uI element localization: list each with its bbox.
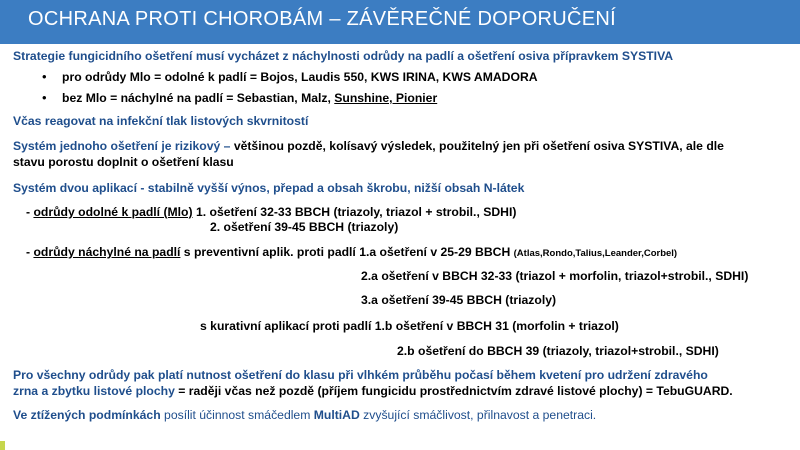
all-varieties-blue: zrna a zbytku listové plochy bbox=[13, 384, 175, 398]
resistant-row bbox=[26, 204, 516, 220]
all-varieties-line1: Pro všechny odrůdy pak platí nutnost ošetření do klasu při vlhkém průběhu počasí během kvetení pro udržení zdravého bbox=[13, 368, 708, 382]
dual-application: Systém dvou aplikací - stabilně vyšší výnos, přepad a obsah škrobu, nižší obsah N-látek bbox=[13, 181, 525, 195]
susceptible-label: odrůdy náchylné na padlí bbox=[33, 245, 181, 259]
bullet-no-mlo-text: bez Mlo = náchylné na padlí = Sebastian, Malz, bbox=[62, 91, 335, 105]
dash: - bbox=[26, 245, 34, 259]
single-application-label: Systém jednoho ošetření je rizikový – bbox=[13, 139, 234, 153]
all-varieties-line2 bbox=[13, 383, 733, 399]
bullet-no-mlo bbox=[62, 90, 437, 106]
dash: - bbox=[26, 205, 34, 219]
resistant-second: 2. ošetření 39-45 BBCH (triazoly) bbox=[210, 220, 399, 234]
all-varieties-rest: = raději včas než pozdě (příjem fungicidu prostřednictvím zdravé listové plochy) = TebuGUARD. bbox=[174, 384, 733, 398]
preventive-third: 3.a ošetření 39-45 BBCH (triazoly) bbox=[361, 293, 557, 307]
bullet-icon: • bbox=[42, 69, 47, 84]
curative-second: 2.b ošetření do BBCH 39 (triazoly, triazol+strobil., SDHI) bbox=[397, 344, 719, 358]
slide-title: OCHRANA PROTI CHOROBÁM – ZÁVĚREČNÉ DOPORUČENÍ bbox=[28, 8, 617, 30]
bullet-mlo: pro odrůdy Mlo = odolné k padlí = Bojos, Laudis 550, KWS IRINA, KWS AMADORA bbox=[62, 70, 538, 84]
preventive-second: 2.a ošetření v BBCH 32-33 (triazol + morfolin, triazol+strobil., SDHI) bbox=[361, 269, 749, 283]
single-application-cont: stavu porostu doplnit o ošetření klasu bbox=[13, 155, 234, 169]
react-line: Včas reagovat na infekční tlak listových skvrnitostí bbox=[13, 114, 309, 128]
strategy-heading: Strategie fungicidního ošetření musí vycházet z náchylnosti odrůdy na padlí a ošetření osiva přípravkem SYSTIVA bbox=[13, 49, 674, 63]
preventive-products: (Atlas,Rondo,Talius,Leander,Corbel) bbox=[513, 248, 678, 259]
underlined-varieties: Sunshine, Pionier bbox=[334, 91, 438, 105]
curative-first: s kurativní aplikací proti padlí 1.b ošetření v BBCH 31 (morfolin + triazol) bbox=[200, 319, 619, 333]
difficult-effect: zvyšující smáčlivost, přilnavost a penetraci. bbox=[359, 408, 597, 422]
title-bar bbox=[0, 0, 800, 44]
difficult-label: Ve ztížených podmínkách bbox=[13, 408, 161, 422]
susceptible-row bbox=[26, 244, 677, 262]
resistant-label: odrůdy odolné k padlí (Mlo) bbox=[33, 205, 193, 219]
difficult-text: posílit účinnost smáčedlem bbox=[160, 408, 314, 422]
multiad-product: MultiAD bbox=[313, 408, 360, 422]
resistant-first: 1. ošetření 32-33 BBCH (triazoly, triazol + strobil., SDHI) bbox=[192, 205, 517, 219]
single-application bbox=[13, 138, 724, 154]
corner-accent bbox=[0, 441, 5, 450]
bullet-icon: • bbox=[42, 90, 47, 105]
preventive-first: s preventivní aplik. proti padlí 1.a ošetření v 25-29 BBCH bbox=[180, 245, 514, 259]
single-application-text: většinou pozdě, kolísavý výsledek, použitelný jen při ošetření osiva SYSTIVA, ale dle bbox=[233, 139, 724, 153]
difficult-conditions bbox=[13, 407, 596, 423]
